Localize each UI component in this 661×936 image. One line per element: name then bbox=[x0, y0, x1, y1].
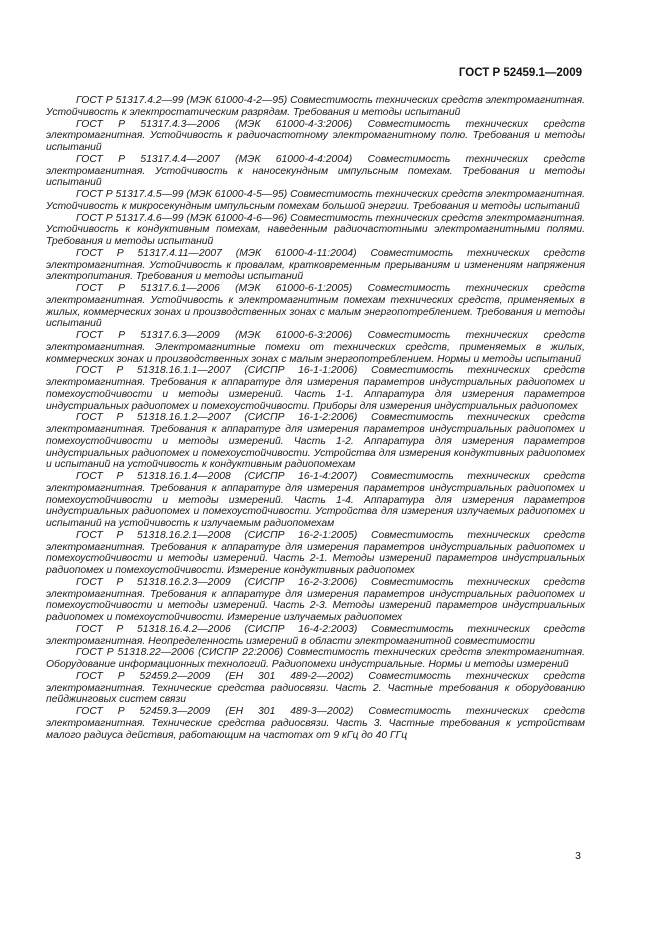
reference-item: ГОСТ Р 51318.16.1.4—2008 (СИСПР 16-1-4:2007) Совместимость технических средств электромагнитная. Требования к аппаратуре для измерения параметров индустриальных радиопомех и помехоустойчивости и методы измерений. Часть 1-4. Аппаратура для измерения параметров индустриальных радиопомех и помехоустойчивости. Устройства для измерения излучаемых радиопомех и испытаний на устойчивость к излучаемым радиопомехам bbox=[46, 471, 585, 529]
reference-item: ГОСТ Р 52459.2—2009 (ЕН 301 489-2—2002) Совместимость технических средств электромагнитная. Технические средства радиосвязи. Часть 2. Частные требования к оборудованию пейджинговых систем связи bbox=[46, 670, 585, 706]
reference-item: ГОСТ Р 51317.4.4—2007 (МЭК 61000-4-4:2004) Совместимость технических средств электромагнитная. Устойчивость к наносекундным импульсным помехам. Требования и методы испытаний bbox=[46, 153, 585, 189]
reference-item: ГОСТ Р 51318.16.1.2—2007 (СИСПР 16-1-2:2006) Совместимость технических средств электромагнитная. Требования к аппаратуре для измерения параметров индустриальных радиопомех и помехоустойчивости и методы измерений. Часть 1-2. Аппаратура для измерения параметров индустриальных радиопомех и помехоустойчивости. Устройства для измерения кондуктивных радиопомех и испытаний на устойчивость к кондуктивным радиопомехам bbox=[46, 412, 585, 471]
reference-item: ГОСТ Р 52459.3—2009 (ЕН 301 489-3—2002) Совместимость технических средств электромагнитная. Технические средства радиосвязи. Часть 3. Частные требования к устройствам малого радиуса действия, работающим на частотах от 9 кГц до 40 ГГц bbox=[46, 706, 585, 741]
reference-item: ГОСТ Р 51318.16.1.1—2007 (СИСПР 16-1-1:2006) Совместимость технических средств электромагнитная. Требования к аппаратуре для измерения параметров индустриальных радиопомех и помехоустойчивости и методы измерений. Часть 1-1. Аппаратура для измерения параметров индустриальных радиопомех и помехоустойчивости. Приборы для измерения индустриальных радиопомех bbox=[46, 365, 585, 412]
reference-item: ГОСТ Р 51317.4.6—99 (МЭК 61000-4-6—96) Совместимость технических средств электромагнитная. Устойчивость к кондуктивным помехам, наведенным радиочастотными электромагнитными полями. Требования и методы испытаний bbox=[46, 212, 585, 247]
normative-references bbox=[46, 95, 585, 741]
reference-item: ГОСТ Р 51317.4.11—2007 (МЭК 61000-4-11:2004) Совместимость технических средств электромагнитная. Устойчивость к провалам, кратковременным прерываниям и изменениям напряжения электропитания. Требования и методы испытаний bbox=[46, 247, 585, 283]
reference-item: ГОСТ Р 51317.4.5—99 (МЭК 61000-4-5—95) Совместимость технических средств электромагнитная. Устойчивость к микросекундным импульсным помехам большой энергии. Требования и методы испытаний bbox=[46, 189, 585, 212]
reference-item: ГОСТ Р 51318.16.2.1—2008 (СИСПР 16-2-1:2005) Совместимость технических средств электромагнитная. Требования к аппаратуре для измерения параметров индустриальных радиопомех и помехоустойчивости и методы измерений. Часть 2-1. Методы измерений параметров индустриальных радиопомех и помехоустойчивости. Измерение кондуктивных радиопомех bbox=[46, 529, 585, 576]
reference-item: ГОСТ Р 51318.16.4.2—2006 (СИСПР 16-4-2:2003) Совместимость технических средств электромагнитная. Неопределенность измерений в области электромагнитной совместимости bbox=[46, 623, 585, 647]
document-header: ГОСТ Р 52459.1—2009 bbox=[458, 67, 582, 79]
reference-item: ГОСТ Р 51318.22—2006 (СИСПР 22:2006) Совместимость технических средств электромагнитная. Оборудование информационных технологий. Радиопомехи индустриальные. Нормы и методы измерений bbox=[46, 647, 585, 670]
reference-item: ГОСТ Р 51317.4.3—2006 (МЭК 61000-4-3:2006) Совместимость технических средств электромагнитная. Устойчивость к радиочастотному электромагнитному полю. Требования и методы испытаний bbox=[46, 118, 585, 153]
reference-item: ГОСТ Р 51317.6.1—2006 (МЭК 61000-6-1:2005) Совместимость технических средств электромагнитная. Устойчивость к электромагнитным помехам технических средств, применяемых в жилых, коммерческих зонах и производственных зонах с малым энергопотреблением. Требования и методы испытаний bbox=[46, 283, 585, 330]
page-number: 3 bbox=[575, 850, 581, 862]
reference-item: ГОСТ Р 51317.6.3—2009 (МЭК 61000-6-3:2006) Совместимость технических средств электромагнитная. Электромагнитные помехи от технических средств, применяемых в жилых, коммерческих зонах и производственных зонах с малым энергопотреблением. Нормы и методы испытаний bbox=[46, 330, 585, 365]
reference-item: ГОСТ Р 51318.16.2.3—2009 (СИСПР 16-2-3:2006) Совместимость технических средств электромагнитная. Требования к аппаратуре для измерения параметров индустриальных радиопомех и помехоустойчивости и методы измерений. Часть 2-3. Методы измерений параметров индустриальных радиопомех и помехоустойчивости. Измерение излучаемых радиопомех bbox=[46, 576, 585, 623]
reference-item: ГОСТ Р 51317.4.2—99 (МЭК 61000-4-2—95) Совместимость технических средств электромагнитная. Устойчивость к электростатическим разрядам. Требования и методы испытаний bbox=[46, 95, 585, 118]
